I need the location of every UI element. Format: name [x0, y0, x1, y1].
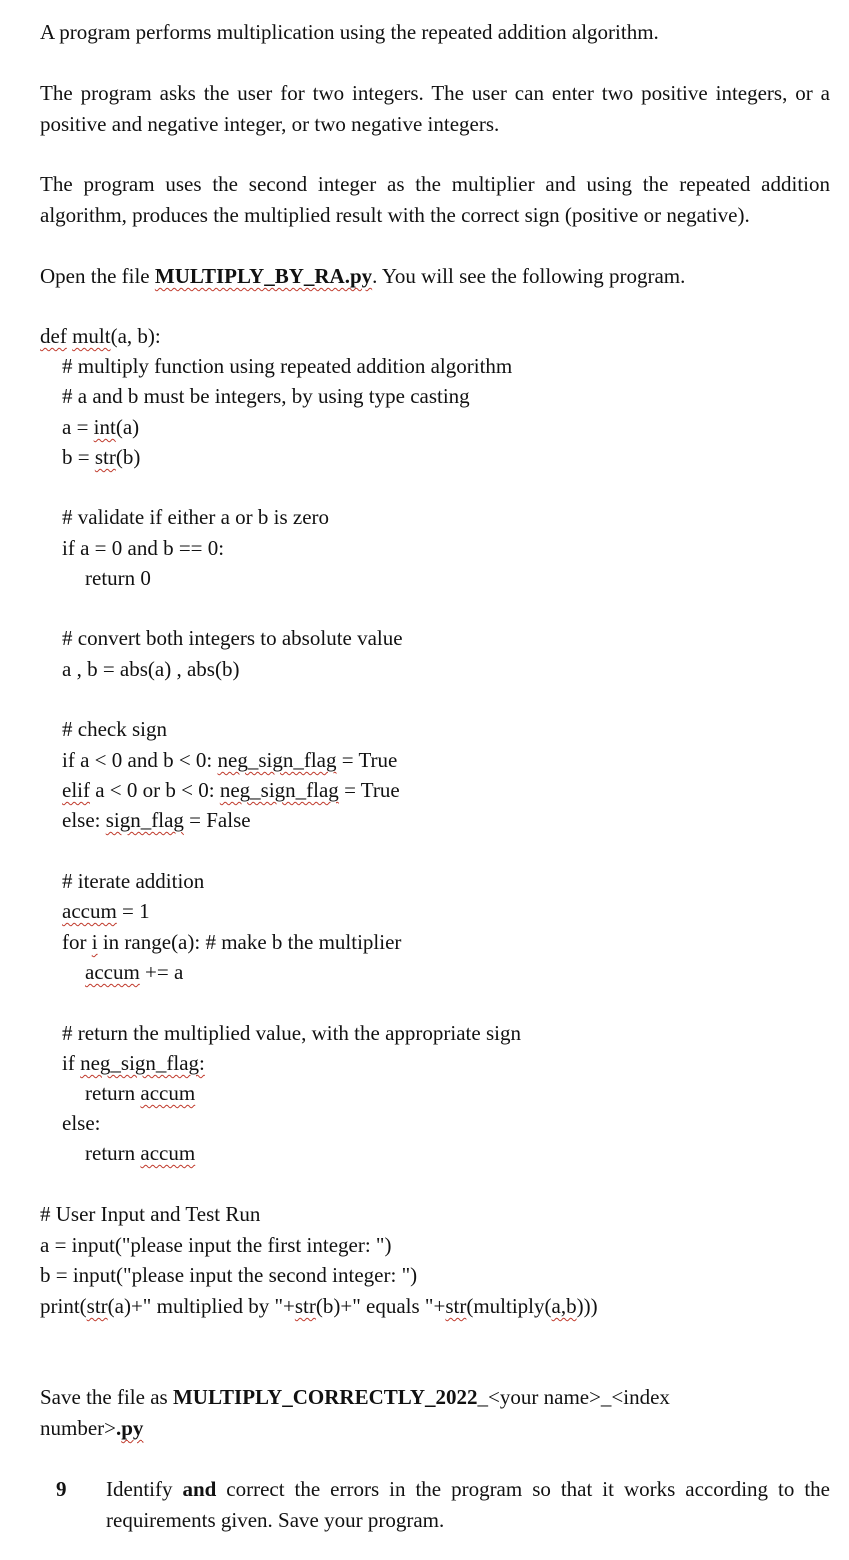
code-token: int	[93, 415, 116, 439]
open-file-suffix: . You will see the following program.	[372, 264, 686, 288]
code-token: neg_sign_flag:	[80, 1051, 205, 1075]
open-file-instruction	[40, 264, 685, 288]
question-text-suffix: correct the errors in the program so that it works according to the requirements given. Save your program.	[106, 1477, 830, 1532]
code-line: # check sign	[62, 717, 167, 741]
code-line	[85, 960, 183, 984]
question-text-prefix: Identify	[106, 1477, 183, 1501]
code-token: sign_flag	[105, 808, 184, 832]
code-token: print(	[40, 1294, 87, 1318]
code-token: (b)+" equals "+	[315, 1294, 446, 1318]
code-line: else:	[62, 1111, 101, 1135]
intro-paragraph-3: The program uses the second integer as the multiplier and using the repeated addition algorithm, produces the multiplied result with the correct sign (positive or negative).	[40, 172, 830, 227]
code-token: (a)+" multiplied by "+	[107, 1294, 295, 1318]
target-filename-end: number>	[40, 1416, 116, 1440]
code-line: a = input("please input the first integer: ")	[40, 1233, 392, 1257]
intro-paragraph-1: A program performs multiplication using the repeated addition algorithm.	[40, 20, 659, 44]
code-line	[62, 930, 401, 954]
code-line	[40, 1294, 598, 1318]
code-token: if a < 0 and b < 0:	[62, 748, 218, 772]
code-line	[62, 1051, 205, 1075]
code-token: str	[445, 1294, 467, 1318]
code-line	[62, 748, 397, 772]
code-token: accum	[140, 1081, 196, 1105]
code-line	[85, 1141, 195, 1165]
code-token: i	[91, 930, 98, 954]
code-token: accum	[85, 960, 140, 984]
code-token: accum	[62, 899, 117, 923]
question-text	[106, 1474, 830, 1535]
code-token: in range(a): # make b the multiplier	[97, 930, 402, 954]
code-token: neg_sign_flag	[217, 748, 337, 772]
code-token: += a	[139, 960, 184, 984]
code-token: str	[294, 1294, 316, 1318]
code-token: elif	[62, 778, 90, 802]
code-line	[62, 899, 150, 923]
code-line: # iterate addition	[62, 869, 205, 893]
code-token: = False	[183, 808, 251, 832]
code-line: # convert both integers to absolute value	[62, 626, 403, 650]
code-line: a , b = abs(a) , abs(b)	[62, 657, 240, 681]
code-token: (a, b):	[110, 324, 161, 348]
code-line: if a = 0 and b == 0:	[62, 536, 225, 560]
code-line: # a and b must be integers, by using type casting	[62, 384, 470, 408]
code-token: str	[94, 445, 116, 469]
open-file-prefix: Open the file	[40, 264, 155, 288]
intro-paragraph-2: The program asks the user for two integers. The user can enter two positive integers, or a positive and negative integer, or two negative integers.	[40, 81, 830, 136]
code-token: return	[85, 1141, 141, 1165]
code-token: )))	[576, 1294, 598, 1318]
code-token: = 1	[116, 899, 150, 923]
target-filename-suffix: _<your name>_<index	[477, 1385, 670, 1409]
code-token: mult	[72, 324, 111, 348]
code-line: # validate if either a or b is zero	[62, 505, 330, 529]
code-token: str	[86, 1294, 108, 1318]
code-line	[62, 808, 251, 832]
code-line	[40, 324, 161, 348]
code-token: return	[85, 1081, 141, 1105]
source-filename: MULTIPLY_BY_RA.py	[154, 264, 373, 288]
code-token: a < 0 or b < 0:	[89, 778, 220, 802]
save-instruction	[40, 1385, 670, 1409]
code-line: # User Input and Test Run	[40, 1202, 261, 1226]
code-token: b =	[62, 445, 95, 469]
code-token: = True	[338, 778, 400, 802]
code-token: for	[62, 930, 92, 954]
code-line	[62, 445, 140, 469]
code-line: # multiply function using repeated addition algorithm	[62, 354, 513, 378]
code-token: def	[40, 324, 67, 348]
code-token: accum	[140, 1141, 196, 1165]
code-token: a =	[62, 415, 94, 439]
code-line	[85, 1081, 195, 1105]
code-token: a,b	[551, 1294, 577, 1318]
code-line: return 0	[85, 566, 151, 590]
code-token: neg_sign_flag	[219, 778, 339, 802]
target-filename: MULTIPLY_CORRECTLY_2022	[172, 1385, 478, 1409]
code-token: else:	[62, 808, 106, 832]
code-token: (b)	[115, 445, 141, 469]
code-token: (multiply(	[466, 1294, 552, 1318]
code-line	[62, 415, 139, 439]
question-number: 9	[56, 1477, 67, 1501]
code-line: # return the multiplied value, with the appropriate sign	[62, 1021, 521, 1045]
code-line	[62, 778, 400, 802]
code-token: if	[62, 1051, 81, 1075]
extension-dot: .	[116, 1416, 122, 1440]
save-prefix: Save the file as	[40, 1385, 173, 1409]
code-token: = True	[336, 748, 398, 772]
code-token: (a)	[115, 415, 140, 439]
question-text-emphasis: and	[182, 1477, 217, 1501]
save-instruction-continued	[40, 1416, 143, 1440]
code-line: b = input("please input the second integer: ")	[40, 1263, 418, 1287]
target-extension: py	[121, 1416, 144, 1440]
